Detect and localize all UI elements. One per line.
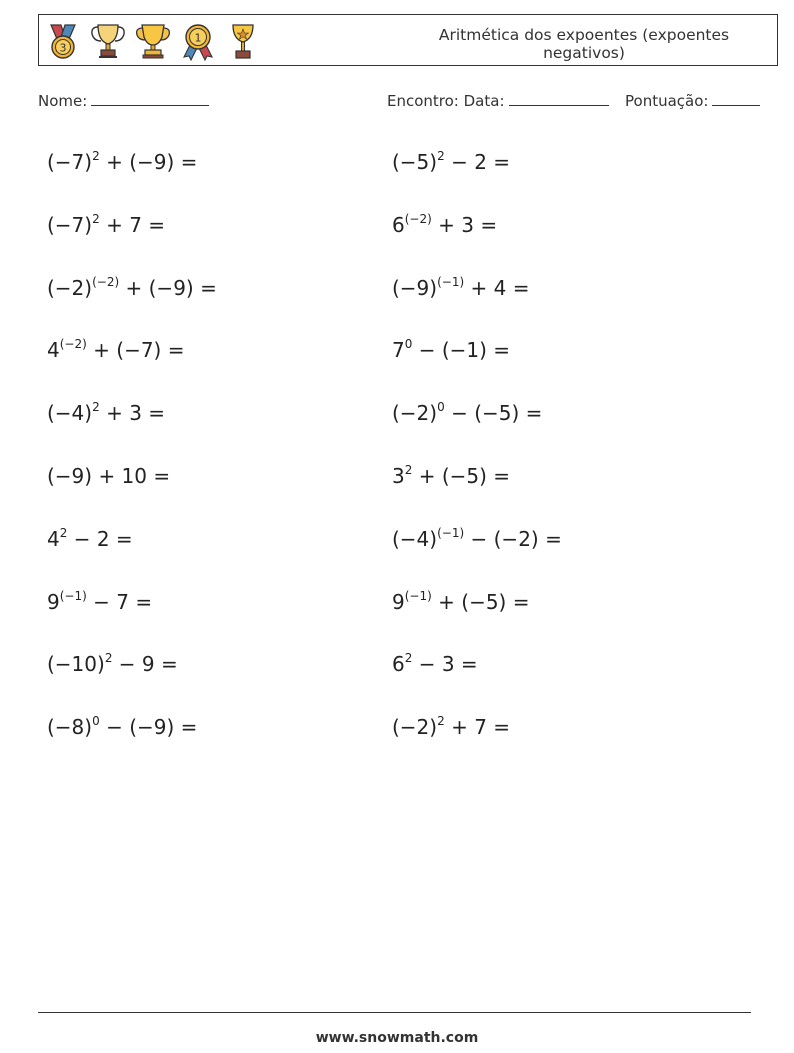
problem-base: 4 xyxy=(47,338,60,363)
problem-right-7 xyxy=(392,527,562,551)
problem-left-5 xyxy=(47,401,165,425)
problem-base: (−2) xyxy=(47,275,93,300)
problem-rest: − 2 = xyxy=(444,150,511,174)
award-icons xyxy=(43,19,263,63)
problem-rest: + (−9) = xyxy=(119,275,217,300)
problem-left-9 xyxy=(47,652,178,676)
problem-rest: − 7 = xyxy=(86,589,153,614)
problem-rest: + 3 = xyxy=(99,401,166,426)
trophy-icon xyxy=(133,21,173,61)
medal-3-icon xyxy=(43,21,83,61)
problem-exponent: (−2) xyxy=(92,274,120,289)
header-box xyxy=(38,14,778,66)
problem-exponent: 2 xyxy=(92,400,100,415)
goblet-trophy-icon xyxy=(223,21,263,61)
problem-left-3 xyxy=(47,276,217,300)
problem-rest: − 9 = xyxy=(112,652,178,677)
problem-exponent: 0 xyxy=(437,400,445,415)
problem-exponent: 2 xyxy=(437,714,445,729)
footer-site: www.snowmath.com xyxy=(315,1030,479,1046)
svg-text:3: 3 xyxy=(59,41,67,55)
problem-base: 3 xyxy=(392,464,405,488)
problem-rest: + (−5) = xyxy=(431,589,530,614)
score-label: Pontuação: xyxy=(625,92,709,110)
problem-rest: − (−9) = xyxy=(99,715,198,740)
problem-rest: − (−1) = xyxy=(412,338,511,363)
score-field xyxy=(625,92,760,110)
problem-base: (−7) xyxy=(47,212,93,237)
problem-right-8 xyxy=(392,590,529,614)
problem-left-4 xyxy=(47,338,184,362)
problem-right-1 xyxy=(392,150,510,174)
problem-base: (−7) xyxy=(47,150,93,174)
problem-exponent: (−2) xyxy=(404,211,432,226)
problem-exponent: (−1) xyxy=(59,588,87,603)
problem-right-4 xyxy=(392,338,510,362)
title-line-2: negativos) xyxy=(543,44,625,62)
problem-base: (−5) xyxy=(392,150,438,174)
problem-right-3 xyxy=(392,276,529,300)
problem-rest: + (−5) = xyxy=(412,464,511,488)
problem-left-6 xyxy=(47,464,170,488)
medal-1-ribbon-icon xyxy=(178,21,218,61)
problem-base: 9 xyxy=(392,589,405,614)
problem-exponent: 2 xyxy=(404,463,413,477)
problem-rest: − (−2) = xyxy=(464,526,562,551)
problem-base: (−10) xyxy=(47,652,105,677)
problem-exponent: 2 xyxy=(92,211,100,226)
problem-exponent: (−2) xyxy=(59,337,87,352)
problem-exponent: (−1) xyxy=(404,588,432,603)
problem-exponent: 2 xyxy=(92,149,100,163)
worksheet-title xyxy=(419,26,749,62)
problem-right-9 xyxy=(392,652,478,676)
problem-rest: + 3 = xyxy=(431,212,498,237)
problem-base: 4 xyxy=(47,526,60,551)
problem-base: 6 xyxy=(392,212,405,237)
name-label: Nome: xyxy=(38,92,88,110)
problem-exponent: 2 xyxy=(404,651,413,666)
problem-right-10 xyxy=(392,715,510,739)
problem-base: (−4) xyxy=(392,526,438,551)
problem-exponent: 0 xyxy=(404,337,413,352)
name-field xyxy=(38,92,209,110)
problem-rest: + (−9) = xyxy=(99,150,198,174)
problem-rest: − 3 = xyxy=(412,652,478,677)
problem-base: (−8) xyxy=(47,715,93,740)
problem-base: (−9) xyxy=(392,275,438,300)
problem-rest: + (−7) = xyxy=(86,338,185,363)
problem-left-10 xyxy=(47,715,197,739)
problem-rest: + 4 = xyxy=(464,275,530,300)
problem-rest: + 7 = xyxy=(99,212,166,237)
footer-divider xyxy=(38,1012,751,1013)
problem-rest: − 2 = xyxy=(67,526,133,551)
problem-right-5 xyxy=(392,401,542,425)
title-line-1: Aritmética dos expoentes (expoentes xyxy=(438,26,730,44)
svg-text:1: 1 xyxy=(194,31,202,45)
problem-exponent: 2 xyxy=(59,525,68,540)
problem-base: (−9) + 10 = xyxy=(47,464,171,488)
problem-right-6 xyxy=(392,464,510,488)
problem-rest: + 7 = xyxy=(444,715,511,740)
problem-exponent: 2 xyxy=(104,651,113,666)
problem-left-8 xyxy=(47,590,152,614)
date-blank[interactable] xyxy=(509,92,609,106)
problem-left-7 xyxy=(47,527,133,551)
problem-base: 9 xyxy=(47,589,60,614)
problem-base: 7 xyxy=(392,338,405,363)
problem-left-2 xyxy=(47,213,165,237)
problem-exponent: 2 xyxy=(437,149,445,163)
problem-exponent: (−1) xyxy=(437,274,465,289)
name-blank[interactable] xyxy=(91,92,209,106)
problem-exponent: (−1) xyxy=(437,525,465,540)
meeting-date-field xyxy=(387,92,609,110)
problem-base: (−2) xyxy=(392,401,438,426)
problem-rest: − (−5) = xyxy=(444,401,543,426)
problem-left-1 xyxy=(47,150,197,174)
problem-base: (−2) xyxy=(392,715,438,740)
problem-base: (−4) xyxy=(47,401,93,426)
trophy-cup-icon xyxy=(88,21,128,61)
meeting-date-label: Encontro: Data: xyxy=(387,92,505,110)
problem-right-2 xyxy=(392,213,497,237)
problem-base: 6 xyxy=(392,652,405,677)
score-blank[interactable] xyxy=(712,92,760,106)
problem-exponent: 0 xyxy=(92,714,100,729)
